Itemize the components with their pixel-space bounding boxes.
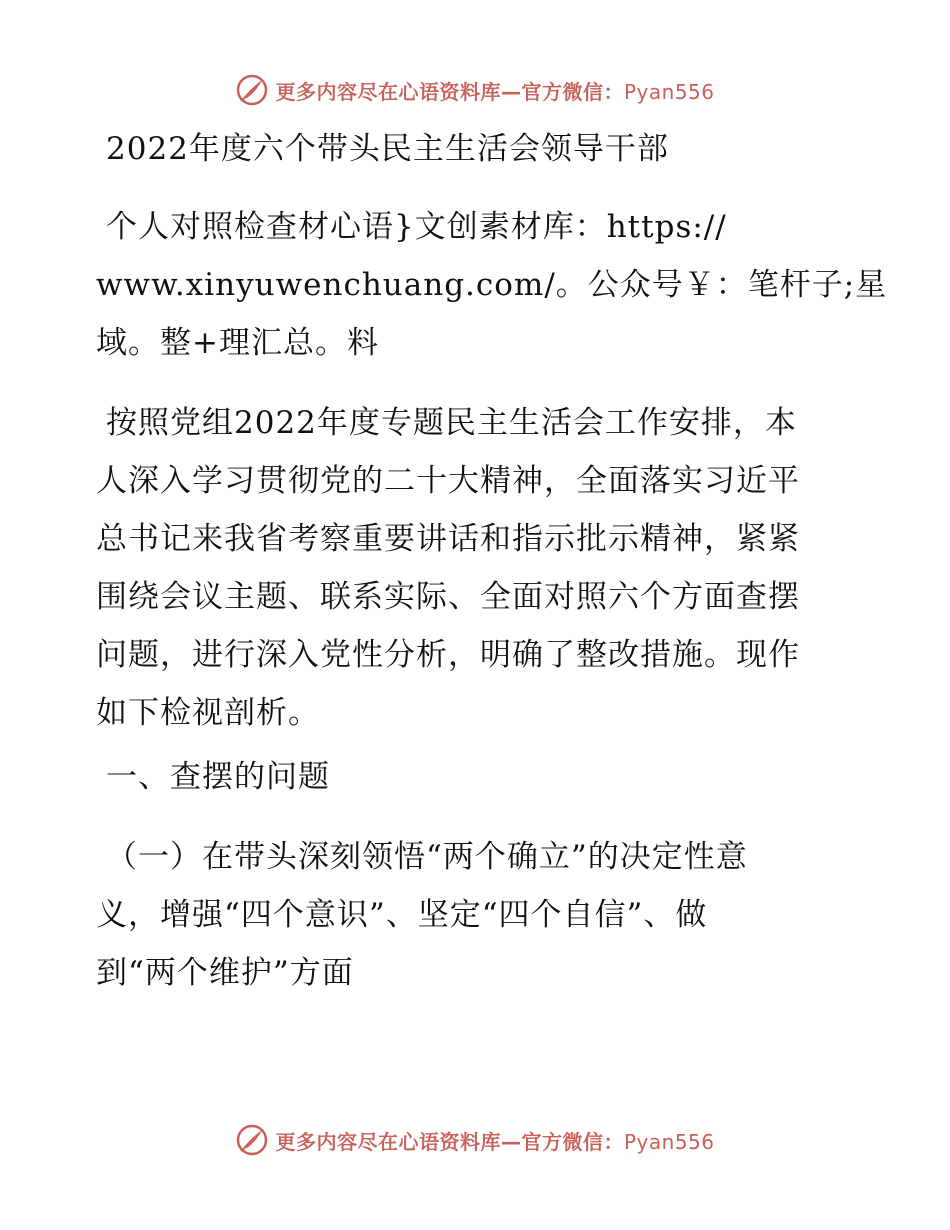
watermark-content xyxy=(235,73,714,107)
intro-line: 如下检视剖析。 xyxy=(96,695,320,731)
subsection-line: 到“两个维护”方面 xyxy=(96,955,354,991)
title-line-4: 域。整+理汇总。料 xyxy=(96,325,379,361)
intro-line: 问题，进行深入党性分析，明确了整改措施。现作 xyxy=(96,637,800,673)
title-line-2: 个人对照检查材心语}文创素材库：https:// xyxy=(106,209,727,245)
intro-line: 总书记来我省考察重要讲话和指示批示精神，紧紧 xyxy=(96,521,800,557)
subsection-line: （一）在带头深刻领悟“两个确立”的决定性意 xyxy=(106,839,748,875)
title-line-1: 2022年度六个带头民主生活会领导干部 xyxy=(106,131,669,167)
watermark-banner-top xyxy=(0,68,950,112)
watermark-text: 更多内容尽在心语资料库—官方微信：Pyan556 xyxy=(275,79,715,104)
intro-line: 围绕会议主题、联系实际、全面对照六个方面查摆 xyxy=(96,579,800,615)
watermark-content xyxy=(235,1123,714,1157)
intro-paragraph xyxy=(106,394,797,452)
feather-circle-logo-icon xyxy=(235,1123,269,1157)
intro-paragraph-cont xyxy=(96,452,800,742)
subsection-heading xyxy=(96,828,748,1002)
intro-line: 按照党组2022年度专题民主生活会工作安排，本 xyxy=(106,405,797,441)
title-line-3: www.xinyuwenchuang.com/。公众号￥：笔杆子;星 xyxy=(96,267,888,303)
subsection-line: 义，增强“四个意识”、坚定“四个自信”、做 xyxy=(96,897,708,933)
watermark-banner-bottom xyxy=(0,1118,950,1162)
intro-line: 人深入学习贯彻党的二十大精神，全面落实习近平 xyxy=(96,463,800,499)
feather-circle-logo-icon xyxy=(235,73,269,107)
watermark-text: 更多内容尽在心语资料库—官方微信：Pyan556 xyxy=(275,1129,715,1154)
section-heading: 一、查摆的问题 xyxy=(106,759,330,795)
